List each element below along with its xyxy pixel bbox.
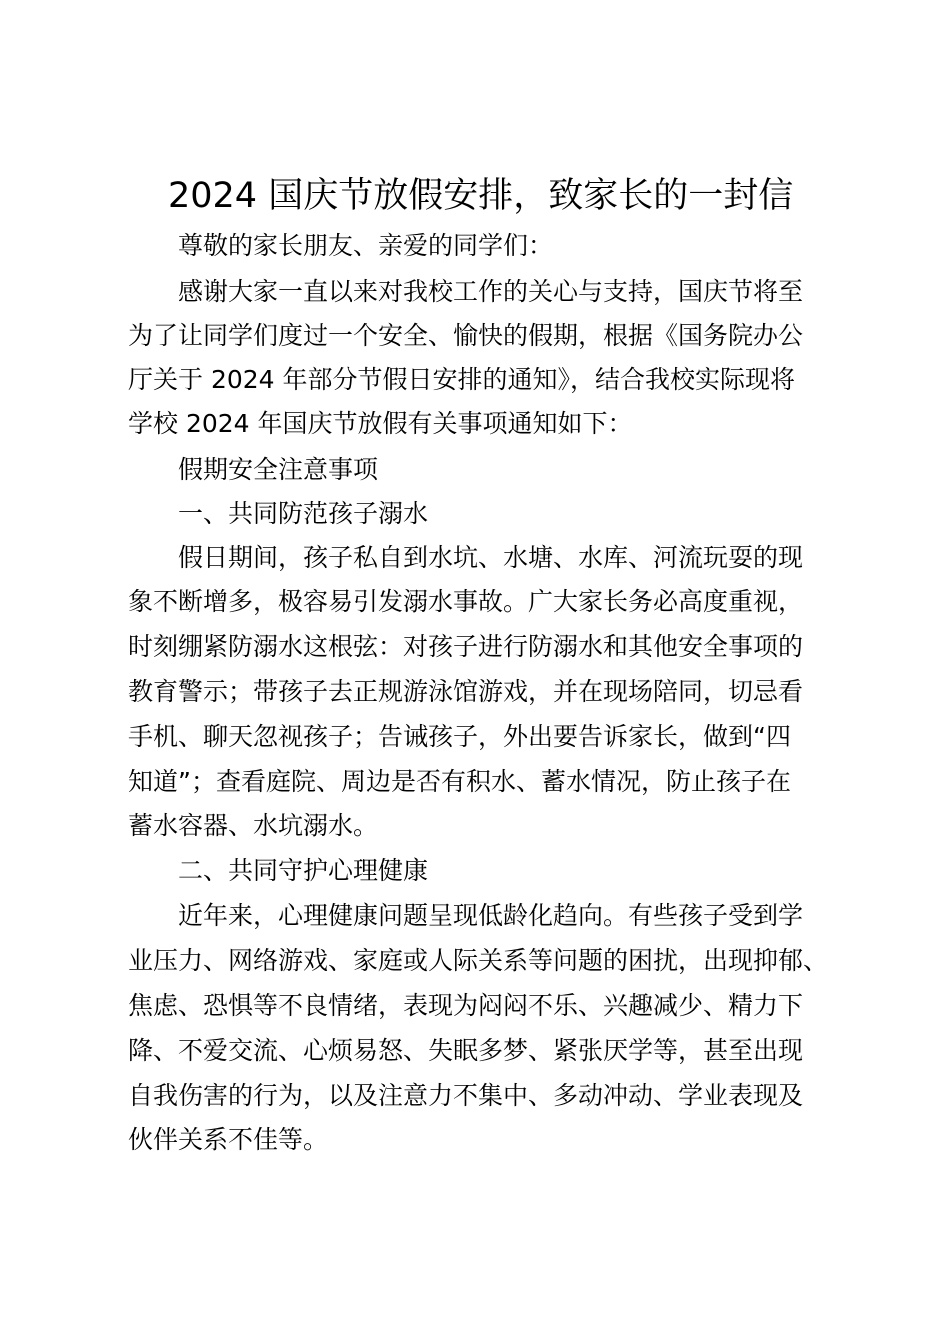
paragraph-line: 降、不爱交流、心烦易怒、失眠多梦、紧张厌学等，甚至出现 xyxy=(128,1036,804,1065)
paragraph-line: 自我伤害的行为，以及注意力不集中、多动冲动、学业表现及 xyxy=(128,1081,804,1110)
paragraph-line: 焦虑、恐惧等不良情绪，表现为闷闷不乐、兴趣减少、精力下 xyxy=(128,991,804,1020)
salutation: 尊敬的家长朋友、亲爱的同学们： xyxy=(178,231,554,260)
paragraph-line: 感谢大家一直以来对我校工作的关心与支持，国庆节将至 xyxy=(178,277,804,306)
paragraph-line: 知道”；查看庭院、周边是否有积水、蓄水情况，防止孩子在 xyxy=(128,767,791,796)
paragraph-line: 蓄水容器、水坑溺水。 xyxy=(128,811,379,840)
paragraph-line: 业压力、网络游戏、家庭或人际关系等问题的困扰，出现抑郁、 xyxy=(128,946,829,975)
paragraph-line: 伙伴关系不佳等。 xyxy=(128,1125,329,1154)
paragraph-line: 象不断增多，极容易引发溺水事故。广大家长务必高度重视， xyxy=(128,587,804,616)
paragraph-line: 手机、聊天忽视孩子；告诫孩子，外出要告诉家长，做到“四 xyxy=(128,722,791,751)
paragraph-line: 为了让同学们度过一个安全、愉快的假期，根据《国务院办公 xyxy=(128,321,804,350)
paragraph-line: 厅关于 2024 年部分节假日安排的通知》，结合我校实际现将 xyxy=(128,365,796,394)
paragraph-line: 教育警示；带孩子去正规游泳馆游戏，并在现场陪同，切忌看 xyxy=(128,677,804,706)
paragraph-line: 假日期间，孩子私自到水坑、水塘、水库、河流玩耍的现 xyxy=(178,543,804,572)
subsection-heading: 二、共同守护心理健康 xyxy=(178,856,429,885)
paragraph-line: 近年来，心理健康问题呈现低龄化趋向。有些孩子受到学 xyxy=(178,901,804,930)
subsection-heading: 一、共同防范孩子溺水 xyxy=(178,499,429,528)
paragraph-line: 时刻绷紧防溺水这根弦：对孩子进行防溺水和其他安全事项的 xyxy=(128,632,804,661)
section-heading: 假期安全注意事项 xyxy=(178,455,379,484)
paragraph-line: 学校 2024 年国庆节放假有关事项通知如下： xyxy=(128,409,633,438)
document-title: 2024 国庆节放假安排，致家长的一封信 xyxy=(168,176,794,216)
